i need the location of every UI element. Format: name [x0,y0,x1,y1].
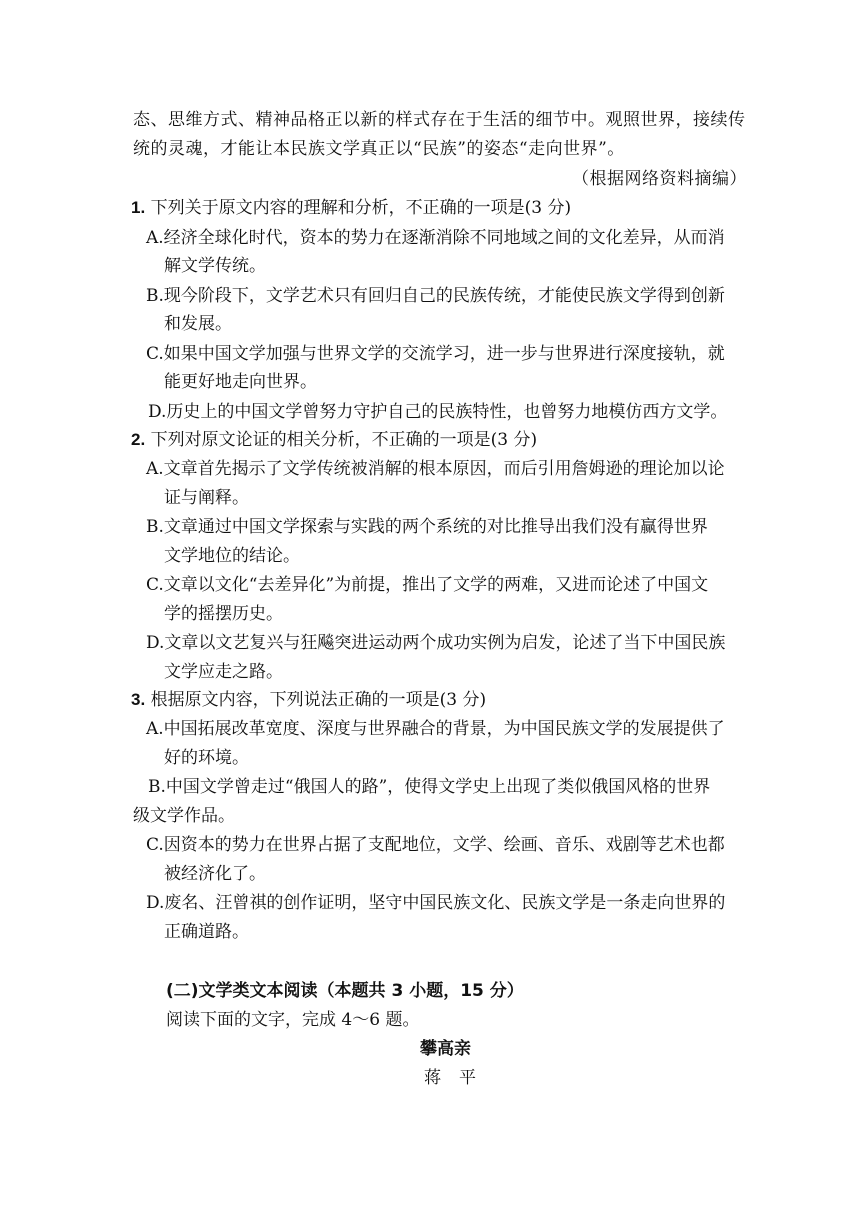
q1-option-b-line-1: B.现今阶段下，文学艺术只有回归自己的民族传统，才能使民族文学得到创新 [146,286,725,306]
q1-option-d-line-1: D.历史上的中国文学曾努力守护自己的民族特性，也曾努力地模仿西方文学。 [148,402,728,422]
question-number: 1. [131,198,146,217]
passage-line-2: 统的灵魂，才能让本民族文学真正以“民族”的姿态“走向世界”。 [133,139,625,159]
question-1-stem: 1. 下列关于原文内容的理解和分析，不正确的一项是(3 分) [131,198,572,218]
question-2-stem: 2. 下列对原文论证的相关分析，不正确的一项是(3 分) [131,430,538,450]
story-title: 攀高亲 [420,1039,471,1059]
q2-option-d-line-2: 文学应走之路。 [164,662,283,682]
q1-option-c-line-1: C.如果中国文学加强与世界文学的交流学习，进一步与世界进行深度接轨，就 [146,344,725,364]
section-heading: (二)文学类文本阅读（本题共 3 小题，15 分） [166,981,524,1001]
q3-option-d-line-1: D.废名、汪曾祺的创作证明，坚守中国民族文化、民族文学是一条走向世界的 [146,893,726,913]
section-instruction: 阅读下面的文字，完成 4～6 题。 [166,1010,420,1030]
q1-option-b-line-2: 和发展。 [164,314,232,334]
q3-option-b-line-2: 级文学作品。 [133,806,235,826]
q2-option-a-line-2: 证与阐释。 [164,488,249,508]
source-note: （根据网络资料摘编） [572,169,747,189]
q1-option-c-line-2: 能更好地走向世界。 [164,372,317,392]
q3-option-c-line-1: C.因资本的势力在世界占据了支配地位，文学、绘画、音乐、戏剧等艺术也都 [146,835,725,855]
question-3-stem: 3. 根据原文内容，下列说法正确的一项是(3 分) [131,690,487,710]
q2-option-b-line-2: 文学地位的结论。 [164,546,300,566]
q2-option-a-line-1: A.文章首先揭示了文学传统被消解的根本原因，而后引用詹姆逊的理论加以论 [146,459,725,479]
q2-option-c-line-2: 学的摇摆历史。 [164,604,283,624]
q2-option-b-line-1: B.文章通过中国文学探索与实践的两个系统的对比推导出我们没有赢得世界 [146,517,708,537]
q2-option-d-line-1: D.文章以文艺复兴与狂飚突进运动两个成功实例为启发，论述了当下中国民族 [146,633,726,653]
q3-option-a-line-2: 好的环境。 [164,748,249,768]
question-number: 3. [131,690,146,709]
story-author: 蒋 平 [424,1068,477,1088]
q3-option-c-line-2: 被经济化了。 [164,864,266,884]
q3-option-a-line-1: A.中国拓展改革宽度、深度与世界融合的背景，为中国民族文学的发展提供了 [146,719,725,739]
question-number: 2. [131,430,146,449]
q1-option-a-line-1: A.经济全球化时代，资本的势力在逐渐消除不同地域之间的文化差异，从而消 [146,228,725,248]
q1-option-a-line-2: 解文学传统。 [164,256,266,276]
passage-line-1: 态、思维方式、精神品格正以新的样式存在于生活的细节中。观照世界，接续传 [133,110,746,130]
q3-option-d-line-2: 正确道路。 [164,922,249,942]
q2-option-c-line-1: C.文章以文化“去差异化”为前提，推出了文学的两难，又进而论述了中国文 [146,575,709,595]
q3-option-b-line-1: B.中国文学曾走过“俄国人的路”，使得文学史上出现了类似俄国风格的世界 [148,777,711,797]
